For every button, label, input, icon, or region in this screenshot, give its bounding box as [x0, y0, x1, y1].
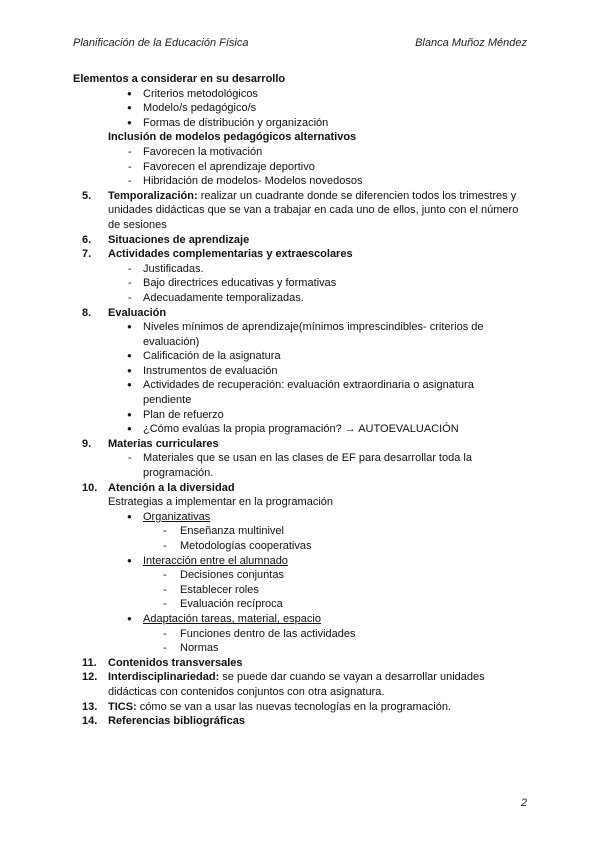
document-line	[0, 539, 600, 554]
document-line	[0, 262, 600, 277]
heading-text: Referencias bibliográficas	[108, 715, 245, 728]
line-text: Estrategias a implementar en la programación	[108, 496, 334, 509]
bullet-icon: ●	[127, 88, 132, 98]
line-content	[108, 130, 356, 145]
line-text: Normas	[180, 642, 219, 655]
document-line	[0, 612, 600, 627]
line-text: realizar un cuadrante donde se diferencien todos los trimestres y	[197, 189, 517, 202]
line-content	[108, 218, 167, 233]
line-content	[108, 189, 516, 204]
line-content	[143, 320, 484, 335]
bullet-icon: ●	[127, 322, 132, 332]
line-content	[180, 597, 283, 612]
list-number: 6.	[82, 233, 92, 246]
line-content	[143, 364, 278, 379]
bullet-icon: ●	[127, 103, 132, 113]
document-line	[0, 174, 600, 189]
line-content	[143, 276, 336, 291]
line-text: Favorecen la motivación	[143, 145, 263, 158]
heading-text: Materias curriculares	[108, 437, 219, 450]
document-line	[0, 670, 600, 685]
document-line	[0, 437, 600, 452]
line-content	[143, 174, 363, 189]
line-content	[108, 481, 235, 496]
dash-marker: -	[128, 452, 132, 465]
document-line	[0, 393, 600, 408]
line-content	[143, 554, 288, 569]
document-line	[0, 583, 600, 598]
document-line	[0, 524, 600, 539]
heading-text: Actividades complementarias y extraescolares	[108, 248, 353, 261]
document-line	[0, 641, 600, 656]
line-text: Establecer roles	[180, 583, 259, 596]
dash-marker: -	[163, 540, 167, 552]
line-content	[143, 612, 321, 627]
line-content	[108, 685, 384, 700]
document-line	[0, 714, 600, 729]
heading-text: Atención a la diversidad	[108, 481, 235, 494]
line-content	[180, 524, 284, 539]
line-text: Enseñanza multinivel	[180, 525, 284, 538]
line-text: Favorecen el aprendizaje deportivo	[143, 160, 315, 173]
heading-text: Situaciones de aprendizaje	[108, 233, 250, 246]
bullet-icon: ●	[127, 555, 132, 565]
document-line	[0, 306, 600, 321]
line-text: de sesiones	[108, 218, 167, 231]
line-text: unidades didácticas que se van a trabajar en cada uno de ellos, junto con el número	[108, 204, 519, 217]
line-text: Formas de distribución y organización	[143, 116, 329, 129]
line-text: Metodologías cooperativas	[180, 540, 312, 552]
heading-text: TICS:	[108, 700, 137, 713]
dash-marker: -	[163, 627, 167, 640]
line-text: Materiales que se usan en las clases de EF para desarrollar toda la	[143, 452, 472, 465]
bullet-icon: ●	[127, 351, 132, 361]
document-line	[0, 378, 600, 393]
list-number: 7.	[82, 248, 92, 261]
line-content	[108, 203, 518, 218]
document-line	[0, 320, 600, 335]
list-number: 11.	[82, 656, 97, 669]
document-line	[0, 160, 600, 175]
dash-marker: -	[128, 145, 132, 158]
bullet-icon: ●	[127, 613, 132, 623]
line-content	[143, 451, 472, 466]
document-line	[0, 203, 600, 218]
document-line	[0, 364, 600, 379]
document-line	[0, 335, 600, 350]
line-content	[73, 72, 285, 87]
line-content	[108, 247, 353, 262]
line-content	[143, 466, 213, 481]
line-text: Evaluación recíproca	[180, 598, 283, 611]
line-text: Hibridación de modelos- Modelos novedosos	[143, 175, 363, 188]
document-line	[0, 495, 600, 510]
line-content	[143, 145, 262, 160]
document-line	[0, 597, 600, 612]
line-content	[180, 568, 284, 583]
header-author: Blanca Muñoz Méndez	[415, 37, 527, 49]
line-text: pendiente	[143, 394, 192, 407]
document-line	[0, 72, 600, 87]
bullet-icon: ●	[127, 511, 132, 521]
document-line	[0, 466, 600, 481]
line-content	[143, 262, 204, 277]
list-number: 8.	[82, 306, 92, 319]
line-content	[180, 641, 219, 656]
document-line	[0, 627, 600, 642]
line-text: Bajo directrices educativas y formativas	[143, 277, 337, 290]
bullet-icon: ●	[127, 409, 132, 419]
heading-text: Temporalización:	[108, 189, 198, 202]
list-number: 5.	[82, 189, 92, 202]
line-text: evaluación)	[143, 335, 200, 348]
bullet-icon: ●	[127, 380, 132, 390]
document-line	[0, 481, 600, 496]
document-line	[0, 189, 600, 204]
line-text: Plan de refuerzo	[143, 408, 224, 421]
dash-marker: -	[163, 598, 167, 611]
line-text: Interacción entre el alumnado	[143, 554, 288, 567]
line-content	[108, 656, 243, 671]
line-content	[108, 714, 245, 729]
line-content	[108, 437, 219, 452]
line-text: cómo se van a usar las nuevas tecnologías en la programación.	[136, 700, 452, 713]
document-line	[0, 685, 600, 700]
document-line	[0, 422, 600, 437]
line-text: Adecuadamente temporalizadas.	[143, 291, 304, 304]
dash-marker: -	[163, 525, 167, 538]
line-text: didácticas con contenidos conjuntos con otra asignatura.	[108, 685, 385, 698]
page-number: 2	[520, 797, 527, 809]
document-line	[0, 218, 600, 233]
bullet-icon: ●	[127, 117, 132, 127]
dash-marker: -	[163, 642, 167, 655]
list-number: 9.	[82, 437, 92, 450]
dash-marker: -	[163, 583, 167, 596]
line-content	[143, 335, 199, 350]
line-content	[143, 378, 474, 393]
line-content	[108, 670, 485, 685]
list-number: 12.	[82, 671, 98, 684]
line-content	[143, 510, 210, 525]
line-content	[143, 422, 459, 437]
list-number: 13.	[82, 700, 98, 713]
document-line	[0, 87, 600, 102]
bullet-icon: ●	[127, 424, 132, 434]
document-line	[0, 568, 600, 583]
dash-marker: -	[128, 160, 132, 173]
line-text: Instrumentos de evaluación	[143, 364, 278, 377]
document-line	[0, 130, 600, 145]
line-text: se puede dar cuando se vayan a desarrollar unidades	[219, 671, 485, 684]
line-text: Adaptación tareas, material, espacio	[143, 612, 321, 625]
line-content	[108, 233, 249, 248]
line-text: programación.	[143, 467, 214, 480]
line-text: Modelo/s pedagógico/s	[143, 102, 257, 115]
dash-marker: -	[163, 569, 167, 582]
line-content	[143, 101, 256, 116]
line-content	[143, 87, 258, 102]
document-line	[0, 656, 600, 671]
document-line	[0, 291, 600, 306]
line-text: Actividades de recuperación: evaluación extraordinaria o asignatura	[143, 379, 474, 392]
line-text: Decisiones conjuntas	[180, 569, 284, 582]
document-line	[0, 451, 600, 466]
document-line	[0, 145, 600, 160]
dash-marker: -	[128, 262, 132, 275]
dash-marker: -	[128, 291, 132, 304]
document-line	[0, 408, 600, 423]
line-text: Funciones dentro de las actividades	[180, 627, 356, 640]
heading-text: Evaluación	[108, 306, 167, 319]
document-line	[0, 116, 600, 131]
line-content	[180, 627, 356, 642]
line-content	[180, 539, 311, 554]
document-line	[0, 101, 600, 116]
line-content	[108, 700, 451, 715]
heading-text: Inclusión de modelos pedagógicos alternativos	[108, 131, 357, 144]
dash-marker: -	[128, 277, 132, 290]
line-content	[143, 408, 224, 423]
line-text: Justificadas.	[143, 262, 204, 275]
line-content	[108, 306, 166, 321]
heading-text: Contenidos transversales	[108, 656, 243, 669]
page-header	[73, 37, 527, 49]
line-content	[180, 583, 259, 598]
line-content	[143, 160, 315, 175]
line-content	[143, 393, 191, 408]
dash-marker: -	[128, 175, 132, 188]
document-line	[0, 247, 600, 262]
list-number: 10.	[82, 481, 98, 494]
header-left-title: Planificación de la Educación Física	[73, 37, 249, 49]
document-line	[0, 510, 600, 525]
line-text: Criterios metodológicos	[143, 87, 258, 100]
document-line	[0, 554, 600, 569]
heading-text: Elementos a considerar en su desarrollo	[73, 73, 286, 85]
document-line	[0, 233, 600, 248]
line-text: Organizativas	[143, 510, 211, 523]
line-content	[143, 349, 281, 364]
line-text: Calificación de la asignatura	[143, 350, 281, 363]
document-line	[0, 276, 600, 291]
document-body	[0, 72, 600, 729]
document-line	[0, 349, 600, 364]
document-line	[0, 700, 600, 715]
line-content	[108, 495, 333, 510]
heading-text: Interdisciplinariedad:	[108, 671, 220, 684]
list-number: 14.	[82, 715, 98, 728]
line-text: ¿Cómo evalúas la propia programación? → AUTOEVALUACIÓN	[143, 423, 459, 436]
line-content	[143, 291, 304, 306]
line-text: Niveles mínimos de aprendizaje(mínimos imprescindibles- criterios de	[143, 321, 484, 334]
line-content	[143, 116, 328, 131]
bullet-icon: ●	[127, 365, 132, 375]
